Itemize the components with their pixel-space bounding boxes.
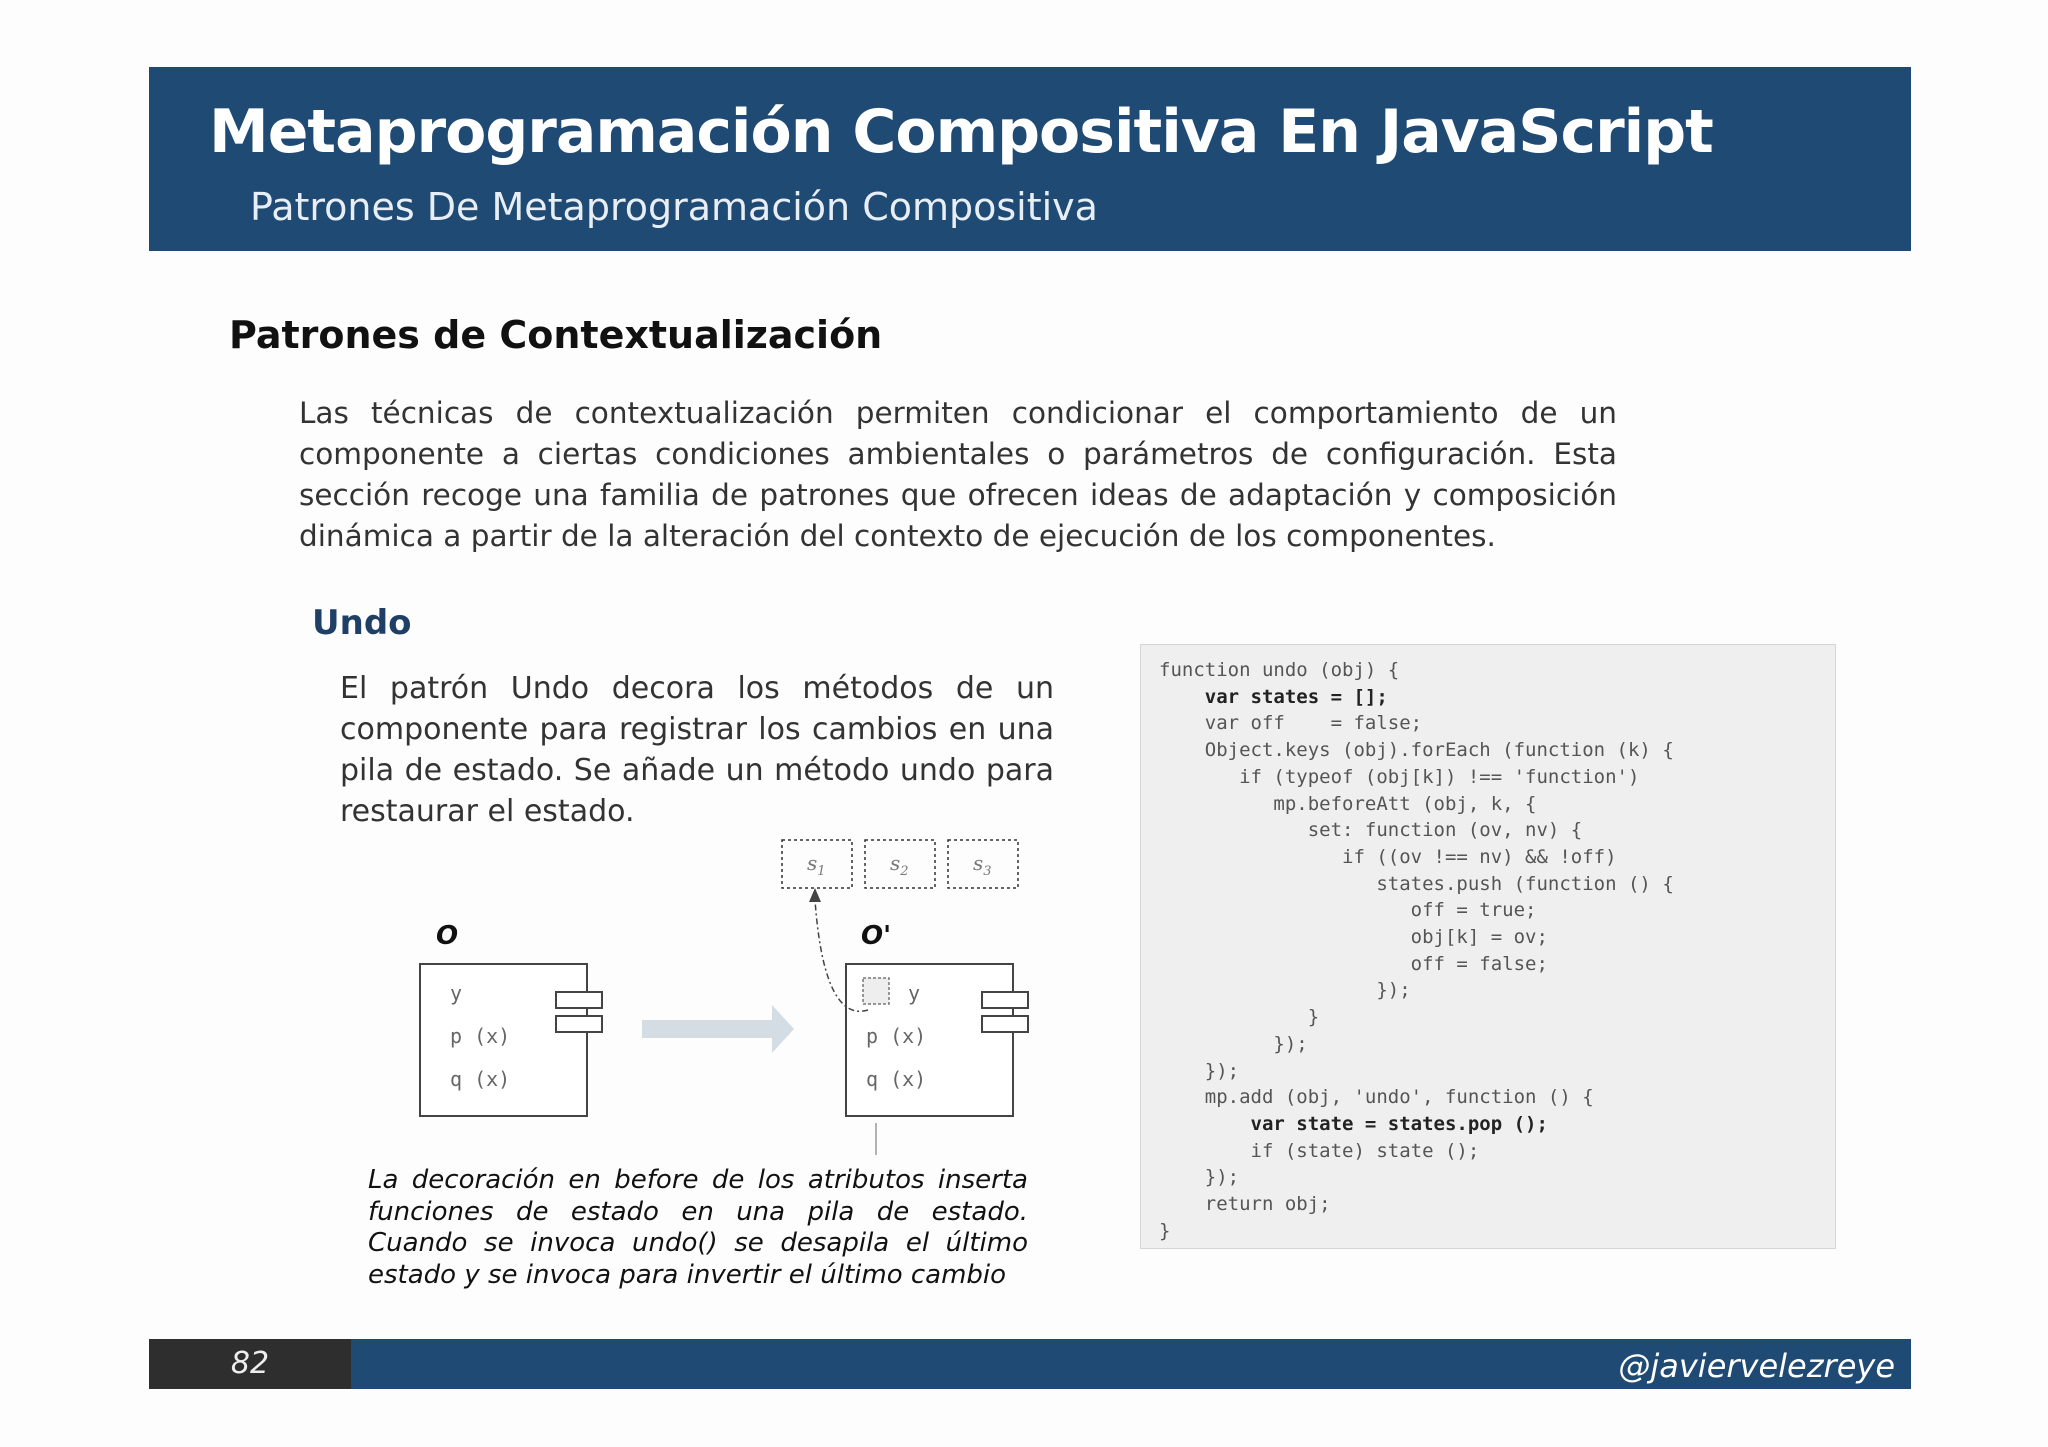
decorated-object-label: O' [861, 921, 892, 951]
header-banner [149, 67, 1911, 251]
author-handle: @javiervelezreye [1618, 1347, 1895, 1385]
code-line: function undo (obj) { [1159, 659, 1400, 681]
code-line: var off = false; [1159, 712, 1423, 735]
code-line: Object.keys (obj).forEach (function (k) { [1159, 739, 1674, 762]
code-line: } [1159, 1219, 1171, 1242]
member-q: q (x) [866, 1067, 927, 1091]
code-line: mp.beforeAtt (obj, k, { [1159, 792, 1537, 815]
code-line: }); [1159, 1166, 1240, 1189]
code-line: }); [1159, 1032, 1308, 1055]
code-line: }); [1159, 979, 1411, 1002]
code-line: set: function (ov, nv) { [1159, 819, 1583, 842]
original-object-label: O [436, 921, 459, 951]
code-line: off = false; [1159, 952, 1548, 975]
transform-arrow-shape [642, 1005, 794, 1053]
stack-item-sub: 1 [817, 864, 826, 879]
stack-item-label: s [890, 851, 901, 875]
code-line: } [1159, 1006, 1320, 1029]
intro-paragraph: Las técnicas de contextualización permiten condicionar el comportamiento de un componente a ciertas condiciones ambientales o parámetros de configuración. Esta sección recoge una familia de patrones que ofrecen ideas de adaptación y composición dinámica a partir de la alteración del contexto de ejecución de los componentes. [299, 396, 1617, 553]
code-text [1159, 657, 1674, 1244]
code-line: if (typeof (obj[k]) !== 'function') [1159, 765, 1640, 788]
member-p: p (x) [866, 1024, 927, 1048]
code-line: off = true; [1159, 899, 1537, 922]
page-number: 82 [230, 1346, 270, 1381]
original-component [420, 964, 602, 1116]
state-function-marker [863, 978, 889, 1004]
code-line: var state = states.pop (); [1159, 1112, 1548, 1135]
stack-item-label: s [973, 851, 984, 875]
code-line: obj[k] = ov; [1159, 926, 1548, 949]
page-number-box [149, 1339, 351, 1389]
svg-text:s2 [890, 851, 909, 879]
code-line: }); [1159, 1059, 1240, 1082]
page-title: Metaprogramación Compositiva En JavaScript [209, 97, 1713, 167]
page-subtitle: Patrones De Metaprogramación Compositiva [250, 185, 1098, 229]
code-line: states.push (function () { [1159, 872, 1674, 895]
state-stack [782, 840, 1018, 888]
diagram-caption: La decoración en before de los atributos inserta funciones de estado en una pila de estado. Cuando se invoca undo() se desapila el último estado y se invoca para invertir el último cambio [368, 1165, 1028, 1290]
undo-heading: Undo [312, 603, 412, 643]
code-line: if (state) state (); [1159, 1139, 1480, 1162]
code-line: if ((ov !== nv) && !off) [1159, 845, 1617, 868]
stack-item-label: s [807, 851, 818, 875]
code-line: return obj; [1159, 1193, 1331, 1216]
member-p: p (x) [450, 1024, 511, 1048]
code-listing [1140, 644, 1836, 1249]
member-y: y [908, 981, 921, 1005]
footer-bar [149, 1339, 1911, 1389]
undo-description: El patrón Undo decora los métodos de un componente para registrar los cambios en una pila de estado. Se añade un método undo para restaurar el estado. [340, 671, 1054, 829]
stack-item-sub: 3 [983, 864, 992, 879]
svg-text:s1 [807, 851, 826, 879]
undo-diagram [380, 820, 1060, 1160]
member-y: y [450, 981, 463, 1005]
decorated-component [846, 964, 1028, 1155]
code-line: var states = []; [1159, 685, 1388, 708]
section-title: Patrones de Contextualización [229, 313, 883, 357]
svg-text:s3 [973, 851, 992, 879]
code-line: mp.add (obj, 'undo', function () { [1159, 1086, 1594, 1109]
member-q: q (x) [450, 1067, 511, 1091]
push-arrow-head [809, 888, 821, 902]
stack-item-sub: 2 [900, 864, 909, 879]
